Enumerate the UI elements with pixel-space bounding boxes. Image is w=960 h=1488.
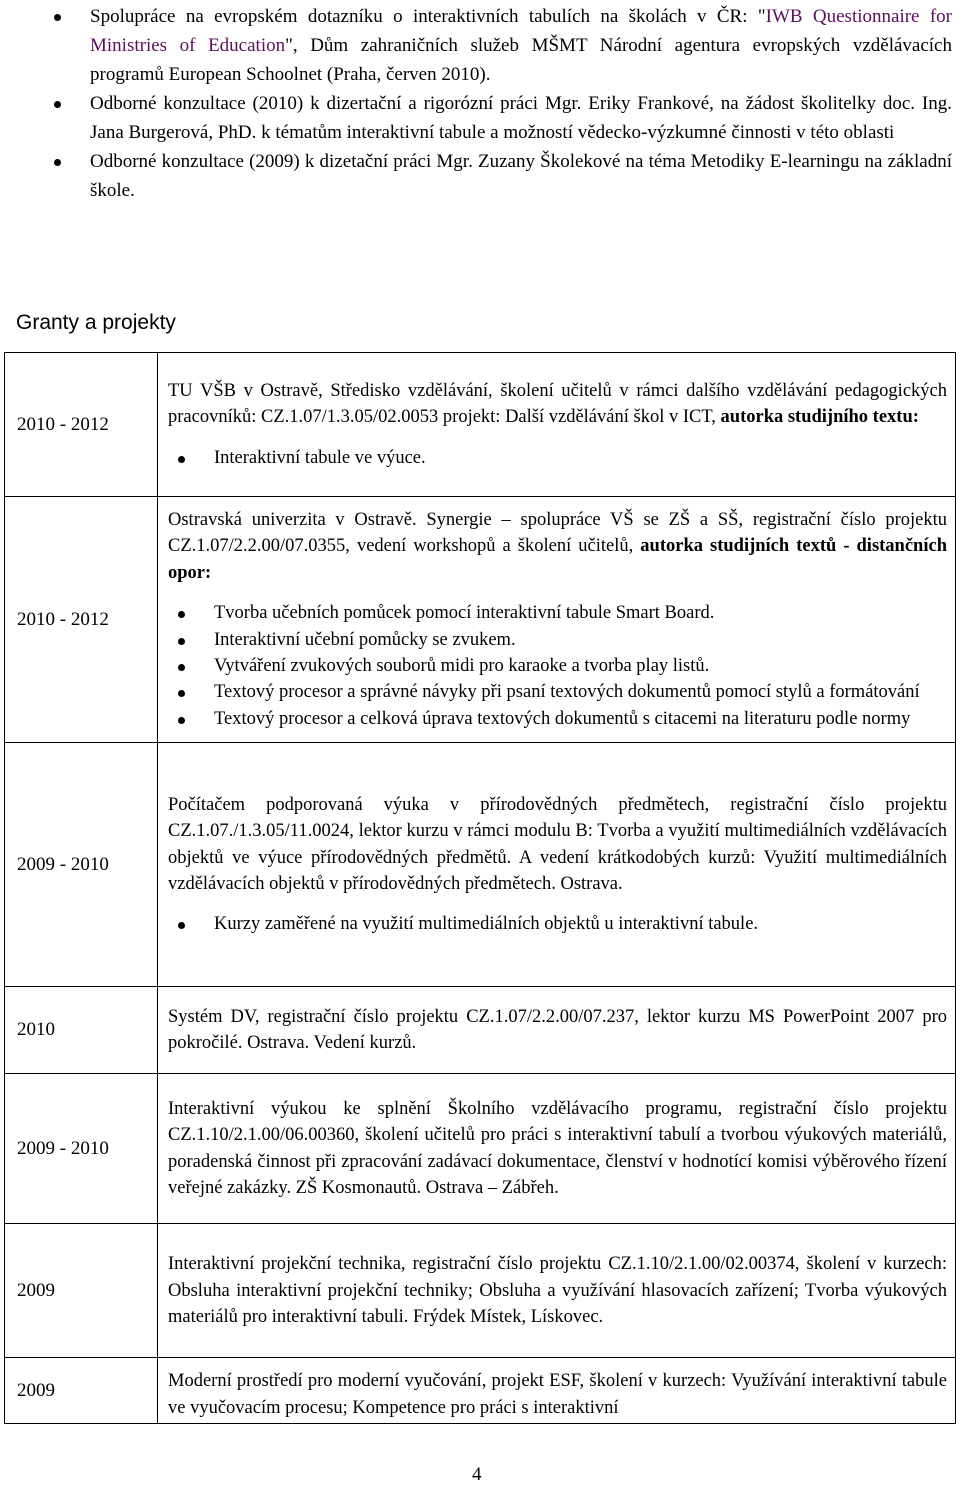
description-text (168, 1251, 947, 1330)
description-text (168, 1096, 947, 1202)
course-list-item (168, 679, 947, 705)
description-plain: Interaktivní projekční technika, registrační číslo projektu CZ.1.10/2.1.00/02.00374, školení v kurzech: Obsluha interaktivní projekční techniky; Obsluha a využívání hlasovacích zařízení; Tvorba výukových materiálů pro interaktivní tabuli. Frýdek Místek, Lískovec. (168, 1254, 947, 1327)
description-plain: Moderní prostředí pro moderní vyučování, projekt ESF, školení v kurzech: Využívání interaktivní tabule ve vyučovacím procesu; Kompetence pro práci s interaktivní (168, 1371, 947, 1418)
bullet-icon (54, 101, 61, 108)
course-list-text: Vytváření zvukových souborů midi pro karaoke a tvorba play listů. (214, 656, 710, 677)
course-list-text: Interaktivní tabule ve výuce. (214, 447, 426, 468)
bullet-icon (178, 638, 185, 645)
description-text (168, 1004, 947, 1057)
course-list-text: Textový procesor a celková úprava textových dokumentů s citacemi na literaturu podle normy (214, 708, 911, 729)
table-row (5, 743, 956, 987)
list-item (0, 147, 960, 205)
course-list-item (168, 653, 947, 679)
description-cell (158, 497, 956, 743)
description-cell (158, 353, 956, 497)
description-plain: TU VŠB v Ostravě, Středisko vzdělávání, školení učitelů v rámci dalšího vzdělávání pedagogických pracovníků: CZ.1.07/1.3.05/02.0053 projekt: Další vzdělávání škol v ICT, (168, 380, 947, 428)
description-cell (158, 743, 956, 987)
section-heading: Granty a projekty (16, 311, 176, 334)
table-row (5, 987, 956, 1074)
table-row (5, 497, 956, 743)
description-text (168, 378, 947, 431)
description-cell (158, 1074, 956, 1224)
year-cell: 2009 (5, 1358, 158, 1424)
description-text (168, 1368, 947, 1421)
course-list-text: Textový procesor a správné návyky při psaní textových dokumentů pomocí stylů a formátování (214, 682, 920, 703)
course-list-item (168, 627, 947, 653)
description-plain: Počítačem podporovaná výuka v přírodovědných předmětech, registrační číslo projektu CZ.1.07./1.3.05/11.0024, lektor kurzu v rámci modulu B: Tvorba a využití multimediálních vzdělávacích objektů ve výuce přírodovědných předmětů. A vedení krátkodobých kurzů: Využití multimediálních vzdělávacích objektů v přírodovědných předmětech. Ostrava. (168, 794, 947, 894)
description-text (168, 507, 947, 586)
year-cell: 2009 - 2010 (5, 743, 158, 987)
list-item-text: Spolupráce na evropském dotazníku o interaktivních tabulích na školách v ČR: " (90, 6, 766, 27)
list-item (0, 89, 960, 147)
description-plain: Interaktivní výukou ke splnění Školního vzdělávacího programu, registrační číslo projektu CZ.1.10/2.1.00/06.00360, školení učitelů pro práci s interaktivní tabulí a tvorbou výukových materiálů, poradenská činnost při zpracování zadávací dokumentace, členství v hodnotící komisi výběrového řízení veřejné zakázky. ZŠ Kosmonautů. Ostrava – Zábřeh. (168, 1098, 947, 1199)
table-row (5, 1224, 956, 1358)
bullet-icon (178, 664, 185, 671)
bullet-icon (54, 14, 61, 21)
course-list-text: Tvorba učebních pomůcek pomocí interaktivní tabule Smart Board. (214, 603, 715, 624)
list-item-text: Odborné konzultace (2010) k dizertační a rigorózní práci Mgr. Eriky Frankové, na žádost školitelky doc. Ing. Jana Burgerová, PhD. k tématům interaktivní tabule a možností vědecko-výzkumné činnosti v této oblasti (90, 93, 952, 143)
bullet-icon (178, 611, 185, 618)
description-text (168, 792, 947, 898)
bullet-icon (178, 717, 185, 724)
year-cell: 2010 - 2012 (5, 497, 158, 743)
list-item-text: ", Dům zahraničních služeb MŠMT Národní agentura evropských vzdělávacích programů European Schoolnet (Praha, červen 2010). (90, 35, 952, 85)
year-cell: 2009 (5, 1224, 158, 1358)
description-cell (158, 1358, 956, 1424)
course-list-item (168, 706, 947, 732)
course-list-text: Interaktivní učební pomůcky se zvukem. (214, 629, 516, 650)
course-list (168, 600, 947, 732)
description-bold: autorka studijního textu: (720, 407, 919, 428)
description-cell (158, 1224, 956, 1358)
description-bold: autorka studijních textů - distančních opor: (168, 536, 947, 583)
table-row (5, 353, 956, 497)
year-cell: 2010 - 2012 (5, 353, 158, 497)
questionnaire-title: IWB Questionnaire for Ministries of Education (90, 6, 952, 56)
course-list (168, 911, 947, 937)
course-list-text: Kurzy zaměřené na využití multimediálních objektů u interaktivní tabule. (214, 914, 759, 935)
course-list-item (168, 911, 947, 937)
course-list-item (168, 445, 947, 471)
description-plain: Ostravská univerzita v Ostravě. Synergie – spolupráce VŠ se ZŠ a SŠ, registrační číslo projektu CZ.1.07/2.2.00/07.0355, vedení workshopů a školení učitelů, (168, 510, 947, 557)
description-plain: Systém DV, registrační číslo projektu CZ.1.07/2.2.00/07.237, lektor kurzu MS PowerPoint 2007 pro pokročilé. Ostrava. Vedení kurzů. (168, 1006, 947, 1054)
description-cell (158, 987, 956, 1074)
year-cell: 2009 - 2010 (5, 1074, 158, 1224)
course-list-item (168, 600, 947, 626)
list-item-text: Odborné konzultace (2009) k dizetační práci Mgr. Zuzany Školekové na téma Metodiky E-learningu na základní škole. (90, 151, 952, 201)
bullet-icon (54, 159, 61, 166)
page-number: 4 (472, 1464, 482, 1485)
bullet-icon (178, 456, 185, 463)
bullet-icon (178, 922, 185, 929)
table-row (5, 1074, 956, 1224)
bullet-icon (178, 690, 185, 697)
course-list (168, 445, 947, 471)
list-item (0, 2, 960, 89)
year-cell: 2010 (5, 987, 158, 1074)
grants-table (4, 352, 956, 1424)
top-bullet-list (0, 2, 960, 205)
table-row (5, 1358, 956, 1424)
